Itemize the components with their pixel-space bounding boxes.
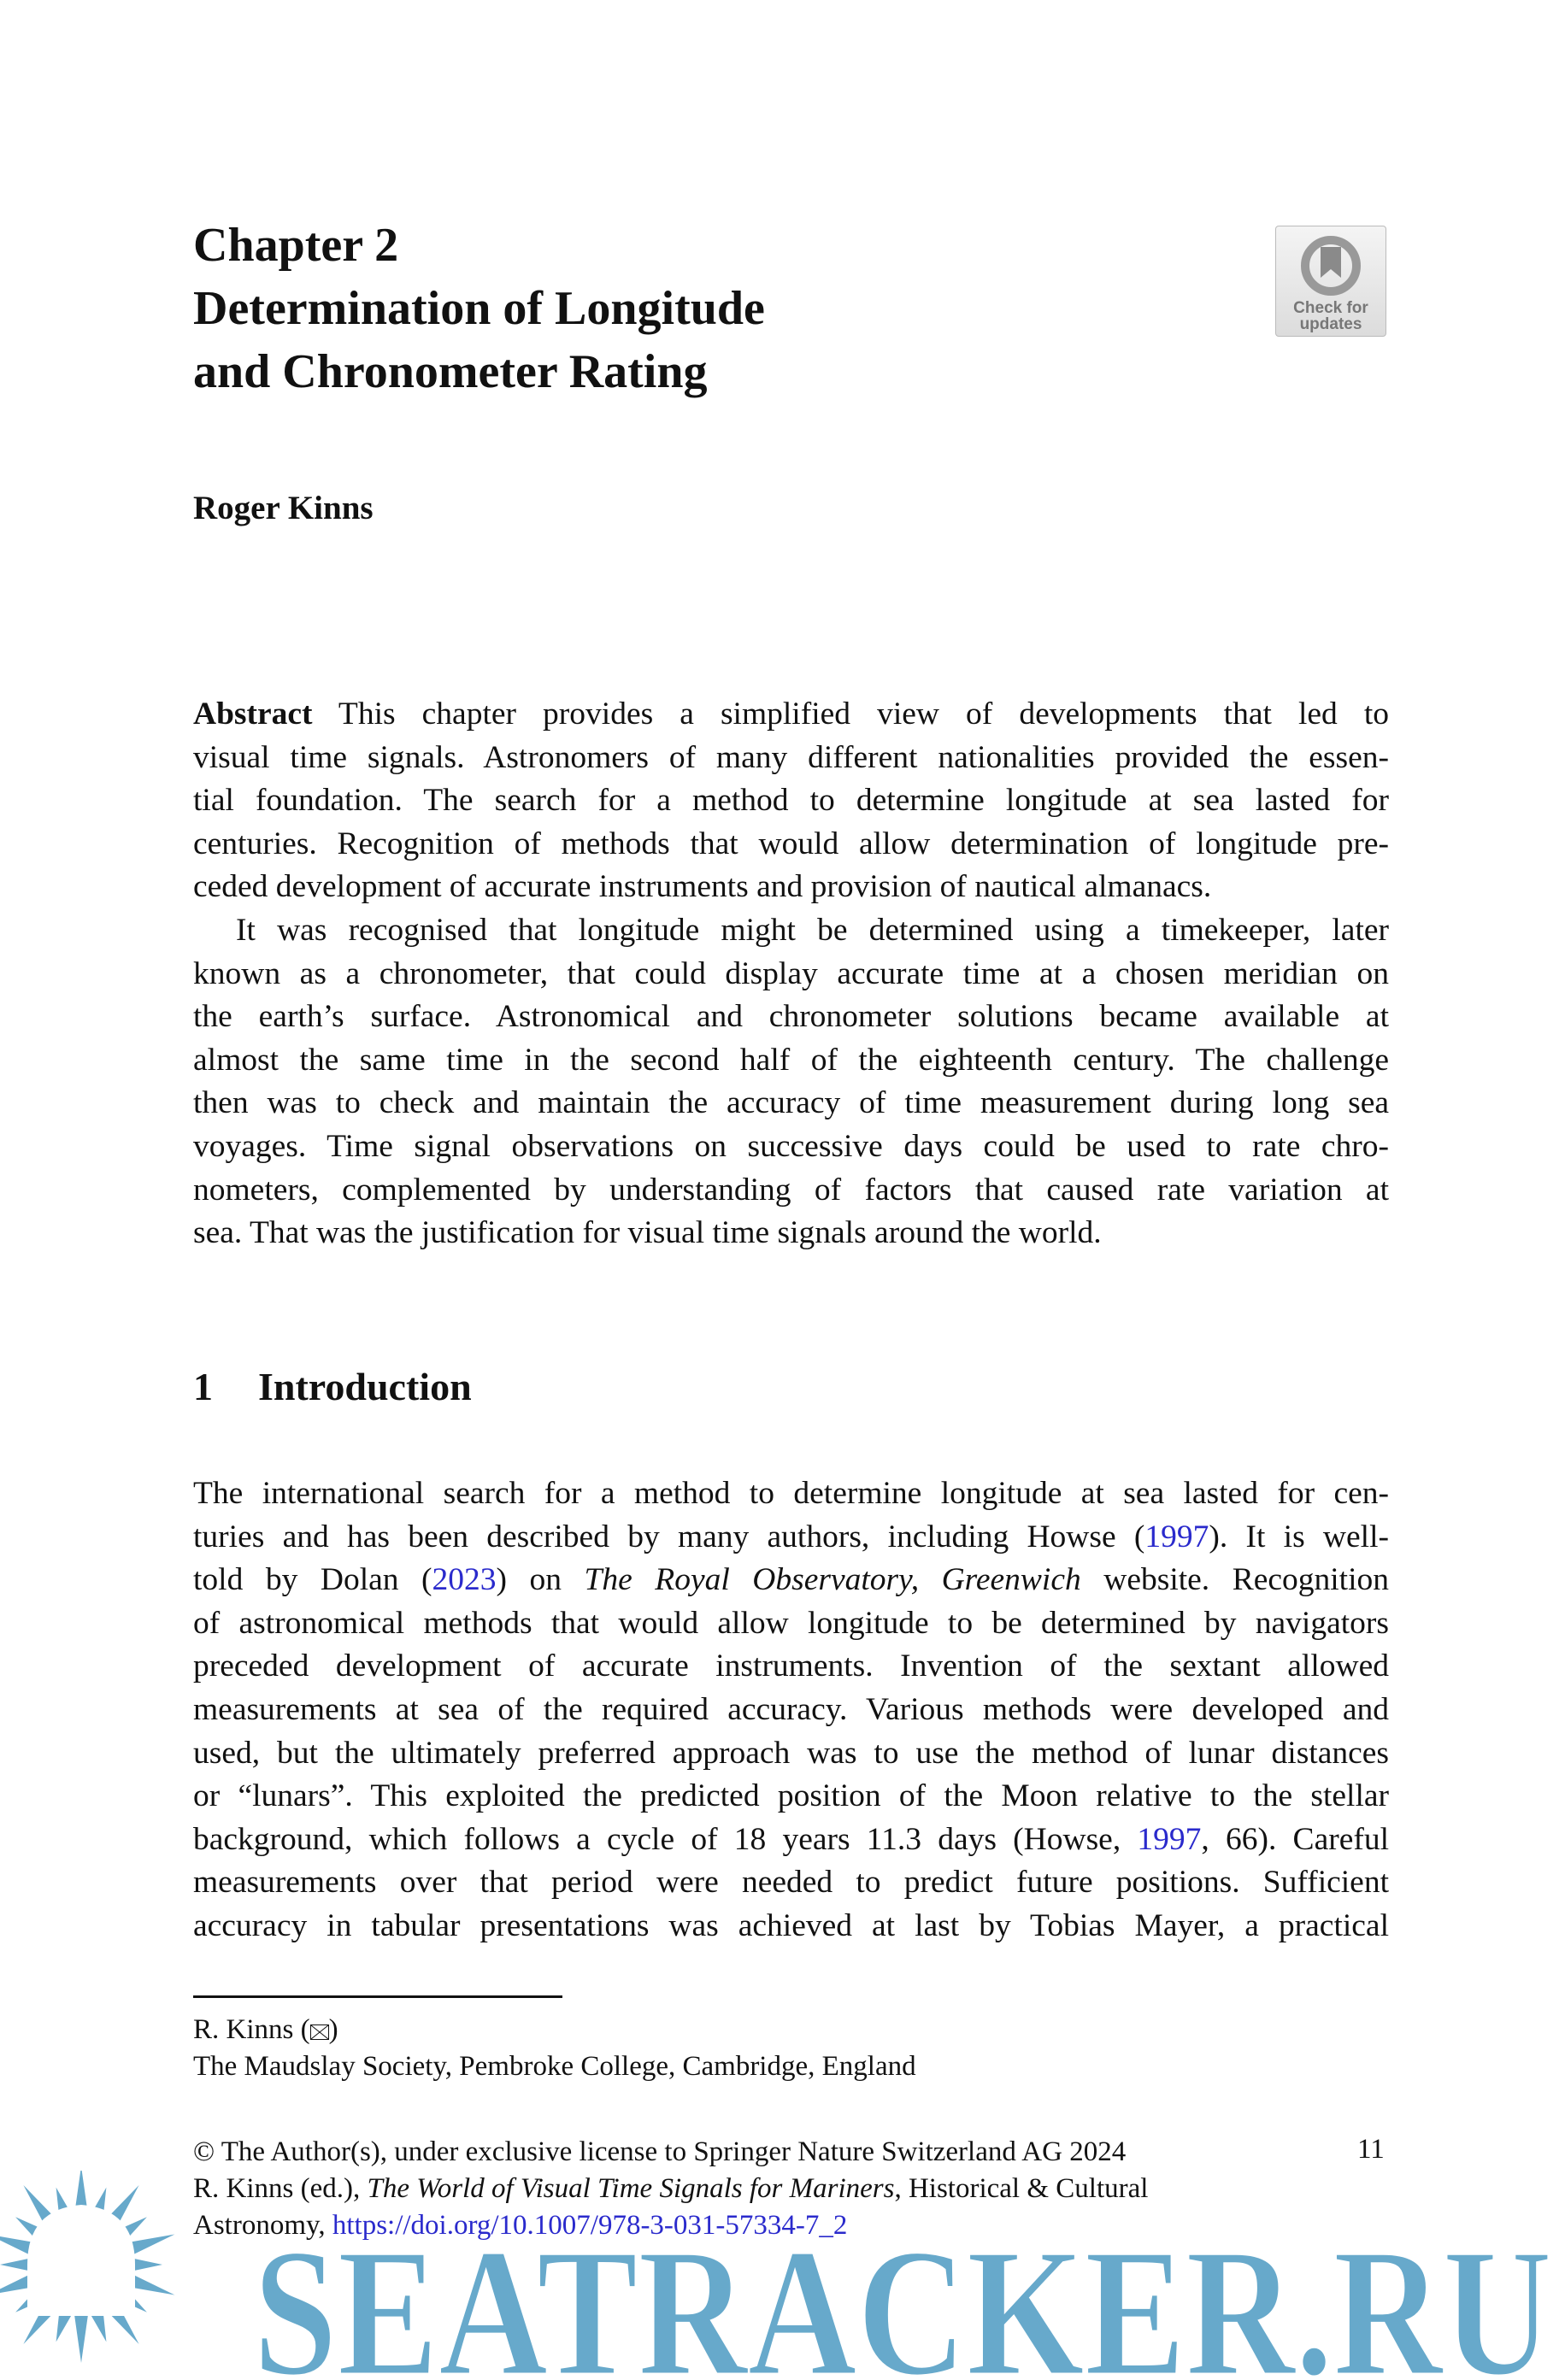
text-run: told by Dolan ( [193, 1562, 432, 1598]
text-line [193, 1169, 1389, 1213]
citation-series: , Historical & Cultural [894, 2173, 1149, 2204]
badge-line-1: Check for [1293, 299, 1368, 317]
text-run: then was to check and maintain the accuracy of time measurement during long sea [193, 1085, 1389, 1121]
chapter-title-line-2: and Chronometer Rating [193, 345, 708, 398]
text-line [193, 1775, 1389, 1819]
text-line [193, 693, 1389, 737]
footnote-author [193, 2012, 338, 2048]
text-run: tial foundation. The search for a method to determine longitude at sea lasted for [193, 783, 1389, 819]
text-line [193, 1472, 1389, 1516]
text-line [193, 953, 1389, 996]
text-line [193, 823, 1389, 867]
text-run: used, but the ultimately preferred approach was to use the method of lunar distances [193, 1735, 1389, 1771]
text-line [193, 1819, 1389, 1862]
citation-link[interactable]: 1997 [1144, 1519, 1209, 1554]
text-line [193, 1516, 1389, 1560]
check-for-updates-button[interactable] [1275, 226, 1386, 337]
text-line [193, 1082, 1389, 1125]
section-heading [193, 1364, 472, 1409]
text-run: ) on [496, 1562, 585, 1598]
text-run: , 66). Careful [1201, 1821, 1390, 1857]
chapter-heading [193, 214, 765, 403]
text-run: almost the same time in the second half of the eighteenth century. The challenge [193, 1042, 1389, 1078]
footnote-author-name: R. Kinns ( [193, 2014, 310, 2045]
page-number: 11 [1357, 2134, 1385, 2165]
text-run: known as a chronometer, that could display accurate time at a chosen meridian on [193, 955, 1389, 991]
text-run: background, which follows a cycle of 18 years 11.3 days (Howse, [193, 1821, 1138, 1857]
text-line [193, 1645, 1389, 1689]
author-name: Roger Kinns [193, 490, 374, 526]
crossmark-icon [1298, 233, 1363, 298]
text-run: accuracy in tabular presentations was achieved at last by Tobias Mayer, a practical [193, 1907, 1389, 1943]
citation-editor: R. Kinns (ed.), [193, 2173, 368, 2204]
footnote-divider [193, 1995, 562, 1998]
section-number: 1 [193, 1365, 213, 1408]
citation-series-end: Astronomy, [193, 2210, 332, 2241]
sun-icon [0, 2171, 174, 2363]
text-run: voyages. Time signal observations on successive days could be used to rate chro- [193, 1128, 1389, 1164]
chapter-title-line-1: Determination of Longitude [193, 282, 765, 335]
text-run: sea. That was the justification for visual time signals around the world. [193, 1215, 1102, 1251]
watermark-text: SEATRACKER.RU [253, 2210, 1552, 2380]
text-line [193, 1861, 1389, 1905]
text-run: measurements over that period were needed to predict future positions. Sufficient [193, 1865, 1389, 1901]
text-line [193, 1212, 1389, 1255]
text-run: visual time signals. Astronomers of many different nationalities provided the essen- [193, 739, 1389, 775]
footnote-affiliation: The Maudslay Society, Pembroke College, Cambridge, England [193, 2051, 916, 2082]
text-run: website. Recognition [1080, 1562, 1389, 1598]
text-run: centuries. Recognition of methods that would allow determination of longitude pre- [193, 826, 1389, 861]
text-run: turies and has been described by many authors, including Howse ( [193, 1519, 1145, 1554]
text-line [193, 866, 1389, 909]
text-run: the earth’s surface. Astronomical and chronometer solutions became available at [193, 999, 1389, 1035]
text-line [193, 1905, 1389, 1948]
abstract [193, 693, 1389, 1255]
text-line [193, 996, 1389, 1039]
text-line [193, 779, 1389, 823]
italic-text: The Royal Observatory, Greenwich [584, 1562, 1081, 1598]
text-line [193, 737, 1389, 780]
text-run: ). It is well- [1209, 1519, 1389, 1554]
text-run: The international search for a method to determine longitude at sea lasted for cen- [193, 1476, 1389, 1511]
text-run: This chapter provides a simplified view of developments that led to [312, 696, 1389, 732]
footnote-author-close: ) [328, 2014, 338, 2045]
text-line [193, 1732, 1389, 1776]
text-run: of astronomical methods that would allow longitude to be determined by navigators [193, 1605, 1389, 1641]
text-run: preceded development of accurate instruments. Invention of the sextant allowed [193, 1648, 1389, 1684]
text-run: It was recognised that longitude might be determined using a timekeeper, later [236, 912, 1389, 948]
citation-link[interactable]: 2023 [432, 1562, 497, 1598]
badge-line-2: updates [1299, 315, 1362, 333]
text-line [193, 1125, 1389, 1169]
text-line [193, 1689, 1389, 1732]
text-line [193, 1039, 1389, 1083]
chapter-label: Chapter 2 [193, 219, 399, 272]
text-line [193, 1602, 1389, 1646]
doi-link[interactable]: https://doi.org/10.1007/978-3-031-57334-7_2 [332, 2210, 848, 2241]
copyright-line: © The Author(s), under exclusive license to Springer Nature Switzerland AG 2024 [193, 2136, 1127, 2167]
text-run: measurements at sea of the required accuracy. Various methods were developed and [193, 1691, 1389, 1727]
introduction-paragraph [193, 1472, 1389, 1948]
text-run: ceded development of accurate instruments and provision of nautical almanacs. [193, 869, 1212, 905]
section-title: Introduction [258, 1365, 472, 1408]
citation-link[interactable]: 1997 [1137, 1821, 1202, 1857]
book-title: The World of Visual Time Signals for Mariners [367, 2173, 895, 2204]
text-run: or “lunars”. This exploited the predicted position of the Moon relative to the stellar [193, 1778, 1389, 1814]
watermark [0, 2171, 1565, 2380]
envelope-icon[interactable] [310, 2024, 329, 2040]
text-line [193, 1559, 1389, 1602]
text-line [193, 909, 1389, 953]
text-run: nometers, complemented by understanding of factors that caused rate variation at [193, 1172, 1389, 1208]
abstract-label: Abstract [193, 696, 313, 732]
